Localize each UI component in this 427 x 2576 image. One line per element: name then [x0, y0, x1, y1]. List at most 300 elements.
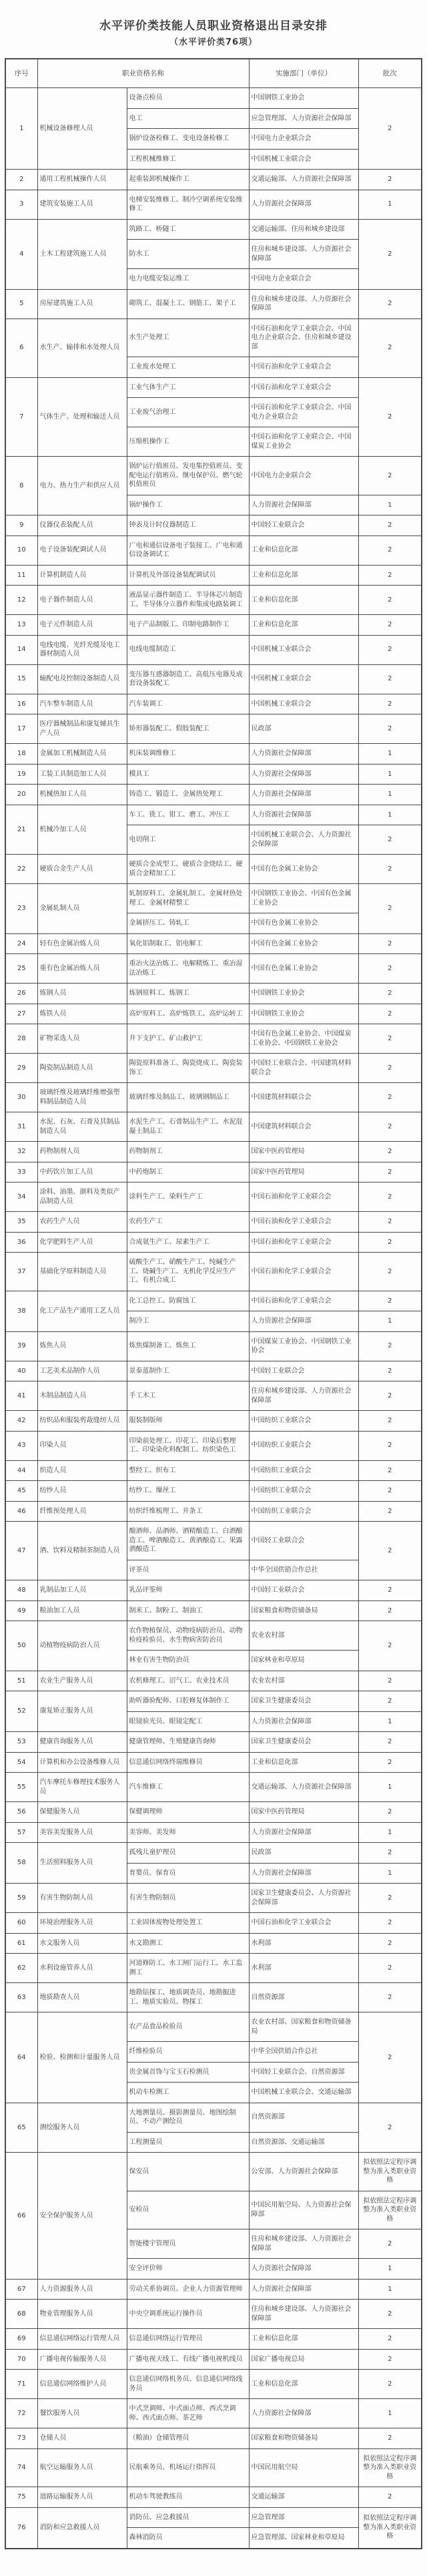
qualification-name-cell: 化工总控工、防腐蚀工	[127, 1291, 249, 1311]
department-cell: 中国石油和化学工业联合会	[249, 357, 358, 378]
table-row	[5, 805, 422, 825]
category-cell: 中药饮片加工人员	[37, 1162, 127, 1183]
row-number-cell: 1	[5, 88, 37, 170]
department-cell: 中国纺织工业联合会	[249, 1501, 358, 1522]
qualification-name-cell: 水文勘测工	[127, 1933, 249, 1954]
row-number-cell: 34	[5, 1183, 37, 1212]
row-number-cell: 65	[5, 2103, 37, 2153]
table-row	[5, 2329, 422, 2350]
page-title: 水平评价类技能人员职业资格退出目录安排	[99, 19, 328, 33]
department-cell: 应急管理部	[249, 2507, 358, 2528]
category-cell: 酒、饮料及精制茶制造人员	[37, 1522, 127, 1580]
qualification-name-cell: 炼钢原料工、炼钢工	[127, 984, 249, 1004]
category-cell: 农药生产人员	[37, 1212, 127, 1233]
category-cell: 建筑安装施工人员	[37, 190, 127, 219]
batch-cell: 2	[358, 1884, 422, 1913]
batch-cell: 1	[358, 1311, 422, 1332]
department-cell: 人力资源社会保障部	[249, 1311, 358, 1332]
table-row	[5, 615, 422, 636]
department-cell: 交通运输部、住房和城乡建设部	[249, 219, 358, 240]
qualification-name-cell: 工程机械维修工	[127, 149, 249, 170]
department-cell: 中国石油和化学工业联合会	[249, 1183, 358, 1212]
batch-cell: 1	[358, 785, 422, 805]
qualification-name-cell: 电工	[127, 108, 249, 129]
category-cell: 输配电及控制设备制造人员	[37, 664, 127, 694]
department-cell: 中国煤炭工业协会、中国钢铁工业协会	[249, 1331, 358, 1361]
row-number-cell: 13	[5, 615, 37, 636]
page-subtitle: （水平评价类76项）	[169, 37, 258, 47]
row-number-cell: 67	[5, 2279, 37, 2300]
table-row	[5, 1671, 422, 1691]
department-cell: 农业农村部、国家粮食和物资储备局	[249, 2012, 358, 2042]
table-row	[5, 2349, 422, 2370]
table-row	[5, 1232, 422, 1253]
row-number-cell: 43	[5, 1431, 37, 1460]
table-row	[5, 1501, 422, 1522]
batch-cell: 2	[358, 1752, 422, 1773]
department-cell: 人力资源社会保障部	[249, 764, 358, 785]
qualification-name-cell: 机动车检测工	[127, 2083, 249, 2103]
category-cell: 生活照料服务人员	[37, 1843, 127, 1884]
table-row	[5, 1162, 422, 1183]
batch-cell: 2	[358, 1460, 422, 1481]
batch-cell: 1	[358, 744, 422, 765]
qualification-name-cell: 河道修防工、水工闸门运行工、水工监测工	[127, 1954, 249, 1983]
department-cell: 中国机械工业联合会	[249, 664, 358, 694]
table-row	[5, 1884, 422, 1913]
department-cell: 中国有色金属工业协会	[249, 933, 358, 954]
row-number-cell: 52	[5, 1691, 37, 1732]
table-row	[5, 1212, 422, 1233]
category-cell: 通用工程机械操作人员	[37, 170, 127, 190]
category-cell: 重有色金属冶炼人员	[37, 954, 127, 984]
category-cell: 硬质合金生产人员	[37, 855, 127, 884]
table-row	[5, 1460, 422, 1481]
department-cell: 中国轻工业联合会、中国建筑材料联合会	[249, 1054, 358, 1083]
batch-cell: 2	[358, 2428, 422, 2449]
batch-cell: 2	[358, 535, 422, 565]
table-row	[5, 88, 422, 109]
qualification-name-cell: 涂料生产工、染料生产工	[127, 1183, 249, 1212]
batch-cell: 拟依照法定程序调整为准入类职业资格	[358, 2153, 422, 2191]
batch-cell: 2	[358, 1600, 422, 1621]
table-row	[5, 1773, 422, 1802]
table-row	[5, 2448, 422, 2487]
table-row	[5, 2399, 422, 2428]
table-row	[5, 1361, 422, 1381]
department-cell: 中国石油和化学工业联合会	[249, 1913, 358, 1934]
department-cell: 工业和信息化部	[249, 535, 358, 565]
qualification-name-cell: 工业固体废物处理处置工	[127, 1913, 249, 1934]
row-number-cell: 75	[5, 2487, 37, 2508]
batch-cell: 2	[358, 2103, 422, 2153]
qualification-name-cell: 电线电缆制造工	[127, 635, 249, 664]
category-cell: 工艺美术品制作人员	[37, 1361, 127, 1381]
department-cell: 人力资源社会保障部	[249, 805, 358, 825]
qualification-name-cell: 印染前处理工、印花工、印染后整理工、印染染化料配制工、纺织染色工	[127, 1431, 249, 1460]
department-cell: 中国电力企业联合会	[249, 269, 358, 290]
table-row	[5, 318, 422, 357]
table-row	[5, 954, 422, 984]
department-cell: 国家中医药管理局	[249, 1162, 358, 1183]
department-cell: 人力资源社会保障部	[249, 1822, 358, 1843]
batch-cell: 1	[358, 1863, 422, 1884]
category-cell: 信息通信网络运行管理人员	[37, 2329, 127, 2350]
department-cell: 中国石油和化学工业联合会、中国电力企业联合会	[249, 398, 358, 427]
batch-cell: 2	[358, 714, 422, 744]
row-number-cell: 53	[5, 1732, 37, 1753]
table-row	[5, 2103, 422, 2132]
category-cell: 医疗器械制品和康复辅具生产人员	[37, 714, 127, 744]
department-cell: 中国有色金属工业协会、中国煤炭工业协会、中国钢铁工业协会	[249, 1024, 358, 1054]
qualification-name-cell: 森林消防员	[127, 2528, 249, 2549]
table-row	[5, 1054, 422, 1083]
batch-cell: 2	[358, 1253, 422, 1291]
department-cell: 中国电力企业联合会	[249, 129, 358, 150]
table-row	[5, 714, 422, 744]
row-number-cell: 45	[5, 1481, 37, 1502]
batch-cell: 1	[358, 2259, 422, 2280]
batch-cell: 2	[358, 1024, 422, 1054]
qualification-name-cell: 农机修理工、沼气工、农业技术员	[127, 1671, 249, 1691]
qualification-name-cell: 贵金属首饰与宝玉石检测员	[127, 2062, 249, 2083]
table-row	[5, 1253, 422, 1291]
row-number-cell: 55	[5, 1773, 37, 1802]
table-row	[5, 1431, 422, 1460]
row-number-cell: 63	[5, 1983, 37, 2012]
qualification-name-cell: 信息通信网络运行管理员	[127, 2329, 249, 2350]
qualification-name-cell: 设备点检员	[127, 88, 249, 109]
qualification-name-cell: 铸造工、锻造工、金属热处理工	[127, 785, 249, 805]
row-number-cell: 7	[5, 377, 37, 457]
department-cell: 交通运输部、人力资源社会保障部	[249, 170, 358, 190]
qualification-name-cell: 重冶火法冶炼工、电解精炼工、重冶湿法冶炼工	[127, 954, 249, 984]
qualification-name-cell: 农作物植保员、动物疫病防治员、动物检疫检验员、水生物病害防治员	[127, 1621, 249, 1651]
category-cell: 粮油加工人员	[37, 1600, 127, 1621]
department-cell: 中国轻工业联合会	[249, 1580, 358, 1601]
row-number-cell: 47	[5, 1522, 37, 1580]
row-number-cell: 15	[5, 664, 37, 694]
table-row	[5, 1381, 422, 1411]
department-cell: 国家广播电视总局	[249, 2349, 358, 2370]
department-cell: 中国石油和化学工业联合会、中国煤炭工业协会	[249, 427, 358, 457]
batch-cell: 1	[358, 1822, 422, 1843]
table-row	[5, 1954, 422, 1983]
qualification-name-cell: 安全评价师	[127, 2259, 249, 2280]
table-row	[5, 1983, 422, 2012]
row-number-cell: 2	[5, 170, 37, 190]
table-row	[5, 1411, 422, 1432]
department-cell: 自然资源部	[249, 2103, 358, 2132]
batch-cell: 2	[358, 2487, 422, 2508]
table-row	[5, 785, 422, 805]
qualification-name-cell: 水泥生产工、石膏制品生产工、水泥混凝土制品工	[127, 1112, 249, 1142]
department-cell: 农业农村部	[249, 1621, 358, 1651]
row-number-cell: 16	[5, 694, 37, 714]
qualification-name-cell: 钟表及计时仪器制造工	[127, 515, 249, 536]
row-number-cell: 73	[5, 2428, 37, 2449]
table-row	[5, 2507, 422, 2528]
category-cell: 航空运输服务人员	[37, 2448, 127, 2487]
qualification-name-cell: 计算机及外部设备装配调试员	[127, 565, 249, 586]
batch-cell: 1	[358, 805, 422, 825]
row-number-cell: 6	[5, 318, 37, 377]
table-row	[5, 984, 422, 1004]
table-row	[5, 2279, 422, 2300]
department-cell: 人力资源社会保障部	[249, 1863, 358, 1884]
table-row	[5, 764, 422, 785]
category-cell: 矿物采选人员	[37, 1024, 127, 1054]
department-cell: 人力资源社会保障部	[249, 190, 358, 219]
department-cell: 国家中医药管理局	[249, 1802, 358, 1823]
table-row	[5, 1183, 422, 1212]
batch-cell: 2	[358, 515, 422, 536]
row-number-cell: 21	[5, 805, 37, 855]
department-cell: 中国石油和化学工业联合会	[249, 1253, 358, 1291]
qualification-name-cell: 工程测量员	[127, 2132, 249, 2153]
row-number-cell: 37	[5, 1253, 37, 1291]
table-row	[5, 1142, 422, 1162]
batch-cell: 2	[358, 1732, 422, 1753]
row-number-cell: 56	[5, 1802, 37, 1823]
department-cell: 应急管理部、国家林业和草原局	[249, 2528, 358, 2549]
department-cell: 中国轻工业联合会、自然资源部	[249, 2062, 358, 2083]
qualification-name-cell: 有害生物防制员	[127, 1884, 249, 1913]
department-cell: 中国机械工业联合会	[249, 149, 358, 170]
department-cell: 中国机械工业联合会、交通运输部	[249, 2083, 358, 2103]
department-cell: 中华全国供销合作总社	[249, 2042, 358, 2063]
row-number-cell: 22	[5, 855, 37, 884]
qualification-name-cell: 汽车装调工	[127, 694, 249, 714]
table-row	[5, 1291, 422, 1311]
category-cell: 纤维预处理人员	[37, 1501, 127, 1522]
batch-cell: 2	[358, 377, 422, 457]
batch-cell: 2	[358, 1331, 422, 1361]
department-cell: 住房和城乡建设部、人力资源社会保障部	[249, 240, 358, 269]
department-cell: 中国建筑材料联合会	[249, 1112, 358, 1142]
qualification-name-cell: 药物制剂工	[127, 1142, 249, 1162]
table-row	[5, 884, 422, 913]
batch-cell: 2	[358, 1621, 422, 1671]
category-cell: 汽车摩托车修理技术服务人员	[37, 1773, 127, 1802]
batch-cell: 2	[358, 1954, 422, 1983]
batch-cell: 1	[358, 1773, 422, 1802]
batch-cell: 2	[358, 2012, 422, 2103]
category-cell: 水利设施管养人员	[37, 1954, 127, 1983]
category-cell: 工装工具制造加工人员	[37, 764, 127, 785]
category-cell: 电子器件制造人员	[37, 586, 127, 615]
batch-cell: 2	[358, 984, 422, 1004]
category-cell: 计算机和办公设备维修人员	[37, 1752, 127, 1773]
qualification-name-cell: 硫酸生产工、硝酸生产工、纯碱生产工、烧碱生产工、无机化学反应生产工、有机合成工	[127, 1253, 249, 1291]
batch-cell: 2	[358, 664, 422, 694]
batch-cell: 2	[358, 2349, 422, 2370]
table-header-row	[5, 59, 422, 88]
batch-cell: 2	[358, 2329, 422, 2350]
category-cell: 仓储人员	[37, 2428, 127, 2449]
qualification-name-cell: 美容师、美发师	[127, 1822, 249, 1843]
category-cell: 涂料、油墨、颜料及类似产品制造人员	[37, 1183, 127, 1212]
batch-cell: 2	[358, 170, 422, 190]
category-cell: 安全保护服务人员	[37, 2153, 127, 2280]
table-row	[5, 2487, 422, 2508]
table-row	[5, 1580, 422, 1601]
table-row	[5, 635, 422, 664]
row-number-cell: 35	[5, 1212, 37, 1233]
row-number-cell: 28	[5, 1024, 37, 1054]
qualification-name-cell: 乳品评鉴师	[127, 1580, 249, 1601]
table-row	[5, 170, 422, 190]
category-cell: 气体生产、处理和输送人员	[37, 377, 127, 457]
batch-cell: 2	[358, 1212, 422, 1233]
department-cell: 民政部	[249, 1843, 358, 1864]
batch-cell: 2	[358, 1004, 422, 1024]
department-cell: 国家中医药管理局	[249, 1142, 358, 1162]
batch-cell: 2	[358, 586, 422, 615]
row-number-cell: 17	[5, 714, 37, 744]
batch-cell: 2	[358, 615, 422, 636]
row-number-cell: 50	[5, 1621, 37, 1671]
qualification-name-cell: 纤维检验员	[127, 2042, 249, 2063]
qualification-name-cell: （粮油）仓储管理员	[127, 2428, 249, 2449]
category-cell: 土木工程建筑施工人员	[37, 219, 127, 289]
category-cell: 纺纱人员	[37, 1481, 127, 1502]
department-cell: 自然资源部	[249, 1983, 358, 2012]
row-number-cell: 71	[5, 2370, 37, 2399]
qualification-name-cell: 硬质合金成型工、硬质合金烧结工、硬质合金精加工工	[127, 855, 249, 884]
row-number-cell: 27	[5, 1004, 37, 1024]
category-cell: 环境治理服务人员	[37, 1913, 127, 1934]
category-cell: 电线电缆、光纤光缆及电工器材制造人员	[37, 635, 127, 664]
category-cell: 印染人员	[37, 1431, 127, 1460]
category-cell: 木制品制造人员	[37, 1381, 127, 1411]
row-number-cell: 58	[5, 1843, 37, 1884]
row-number-cell: 26	[5, 984, 37, 1004]
row-number-cell: 36	[5, 1232, 37, 1253]
table-row	[5, 1843, 422, 1864]
department-cell: 农业农村部	[249, 1671, 358, 1691]
department-cell: 中国民用航空局、人力资源社会保障部	[249, 2191, 358, 2229]
batch-cell: 2	[358, 1933, 422, 1954]
department-cell: 人力资源社会保障部	[249, 2399, 358, 2428]
qualification-name-cell: 地勘钻探工、地质调查员、地勘掘进工、地质实验员、物探工	[127, 1983, 249, 2012]
qualification-name-cell: 农产品食品检验员	[127, 2012, 249, 2042]
qualification-name-cell: 智能楼宇管理员	[127, 2229, 249, 2259]
qualification-name-cell: 锅炉运行值班员、发电集控值班员、变配电运行值班员、继电保护员、燃气轮机值班员	[127, 457, 249, 495]
batch-cell: 2	[358, 1802, 422, 1823]
department-cell: 中国纺织工业联合会	[249, 1411, 358, 1432]
qualification-name-cell: 筑路工、桥隧工	[127, 219, 249, 240]
qualification-name-cell: 电梯安装维修工、制冷空调系统安装维修工	[127, 190, 249, 219]
batch-cell: 2	[358, 2370, 422, 2399]
category-cell: 炼焦人员	[37, 1331, 127, 1361]
table-row	[5, 190, 422, 219]
category-cell: 广播电视传输服务人员	[37, 2349, 127, 2370]
batch-cell: 1	[358, 495, 422, 515]
qualification-name-cell: 农药生产工	[127, 1212, 249, 1233]
qualification-name-cell: 中式烹调师、中式面点师、西式烹调师、西式面点师、茶艺师	[127, 2399, 249, 2428]
department-cell: 国家粮食和物资储备局	[249, 1600, 358, 1621]
category-cell: 人力资源服务人员	[37, 2279, 127, 2300]
row-number-cell: 40	[5, 1361, 37, 1381]
qualification-name-cell: 广播电视天线工、有线广播电视机线员	[127, 2349, 249, 2370]
batch-cell: 2	[358, 1162, 422, 1183]
batch-cell: 2	[358, 884, 422, 934]
table-row	[5, 2012, 422, 2042]
category-cell: 机械冷加工人员	[37, 805, 127, 855]
department-cell: 中国石油和化学工业联合会	[249, 1291, 358, 1311]
category-cell: 机械设备修理人员	[37, 88, 127, 170]
department-cell: 国家卫生健康委员会	[249, 1691, 358, 1712]
qualification-name-cell: 液晶显示器件制造工、半导体芯片制造工、半导体分立器件和集成电路装调工	[127, 586, 249, 615]
row-number-cell: 29	[5, 1054, 37, 1083]
table-row	[5, 2300, 422, 2329]
qualification-name-cell: 眼镜验光员、眼镜定配工	[127, 1711, 249, 1732]
category-cell: 道路运输服务人员	[37, 2487, 127, 2508]
qualification-name-cell: 锅炉操作工	[127, 495, 249, 515]
row-number-cell: 48	[5, 1580, 37, 1601]
batch-cell: 2	[358, 289, 422, 318]
category-cell: 农业生产服务人员	[37, 1671, 127, 1691]
batch-cell: 2	[358, 1522, 422, 1580]
row-number-cell: 18	[5, 744, 37, 765]
category-cell: 纺织品和服装剪裁缝纫人员	[37, 1411, 127, 1432]
qualification-name-cell: 中央空调系统运行操作员	[127, 2300, 249, 2329]
category-cell: 陶瓷制品制造人员	[37, 1054, 127, 1083]
table-row	[5, 515, 422, 536]
qualification-name-cell: 金属挤压工、铸轧工	[127, 913, 249, 934]
category-cell: 汽车整车制造人员	[37, 694, 127, 714]
category-cell: 化工产品生产通用工艺人员	[37, 1291, 127, 1331]
qualification-name-cell: 变压器互感器制造工、高低压电器及成套设备装配工	[127, 664, 249, 694]
batch-cell: 2	[358, 1691, 422, 1712]
qualification-exit-table	[5, 58, 422, 2549]
department-cell: 民政部	[249, 714, 358, 744]
table-row	[5, 1802, 422, 1823]
row-number-cell: 32	[5, 1142, 37, 1162]
qualification-name-cell: 广电和通信设备电子装接工、广电和通信设备调试工	[127, 535, 249, 565]
table-row	[5, 694, 422, 714]
department-cell: 工业和信息化部	[249, 615, 358, 636]
department-cell: 水利部	[249, 1933, 358, 1954]
category-cell: 化学肥料生产人员	[37, 1232, 127, 1253]
qualification-name-cell: 整经工、织布工	[127, 1460, 249, 1481]
department-cell: 中国电力企业联合会	[249, 457, 358, 495]
table-row	[5, 1083, 422, 1112]
department-cell: 中国石油和化学工业联合会	[249, 1212, 358, 1233]
department-cell: 中国石油和化学工业联合会	[249, 377, 358, 398]
category-cell: 电力、热力生产和供应人员	[37, 457, 127, 515]
qualification-name-cell: 电子产品制版工、印制电路制作工	[127, 615, 249, 636]
batch-cell: 2	[358, 1843, 422, 1864]
row-number-cell: 5	[5, 289, 37, 318]
row-number-cell: 64	[5, 2012, 37, 2103]
department-cell: 中华全国供销合作总社	[249, 1560, 358, 1580]
qualification-name-cell: 制冷工	[127, 1311, 249, 1332]
table-row	[5, 2370, 422, 2399]
department-cell: 应急管理部、人力资源社会保障部	[249, 108, 358, 129]
table-row	[5, 1004, 422, 1024]
batch-cell: 1	[358, 190, 422, 219]
qualification-name-cell: 轧制原料工、金属轧制工、金属材热处理工、金属材精整工	[127, 884, 249, 913]
table-row	[5, 289, 422, 318]
qualification-name-cell: 酿酒师、品酒师、酒精酿造工、白酒酿造工、啤酒酿造工、黄酒酿造工、果露酒酿造工	[127, 1522, 249, 1560]
department-cell: 住房和城乡建设部、人力资源社会保障部	[249, 289, 358, 318]
department-cell: 国家林业和草原局	[249, 1651, 358, 1671]
row-number-cell: 70	[5, 2349, 37, 2370]
department-cell: 工业和信息化部	[249, 586, 358, 615]
qualification-name-cell: 压缩机操作工	[127, 427, 249, 457]
